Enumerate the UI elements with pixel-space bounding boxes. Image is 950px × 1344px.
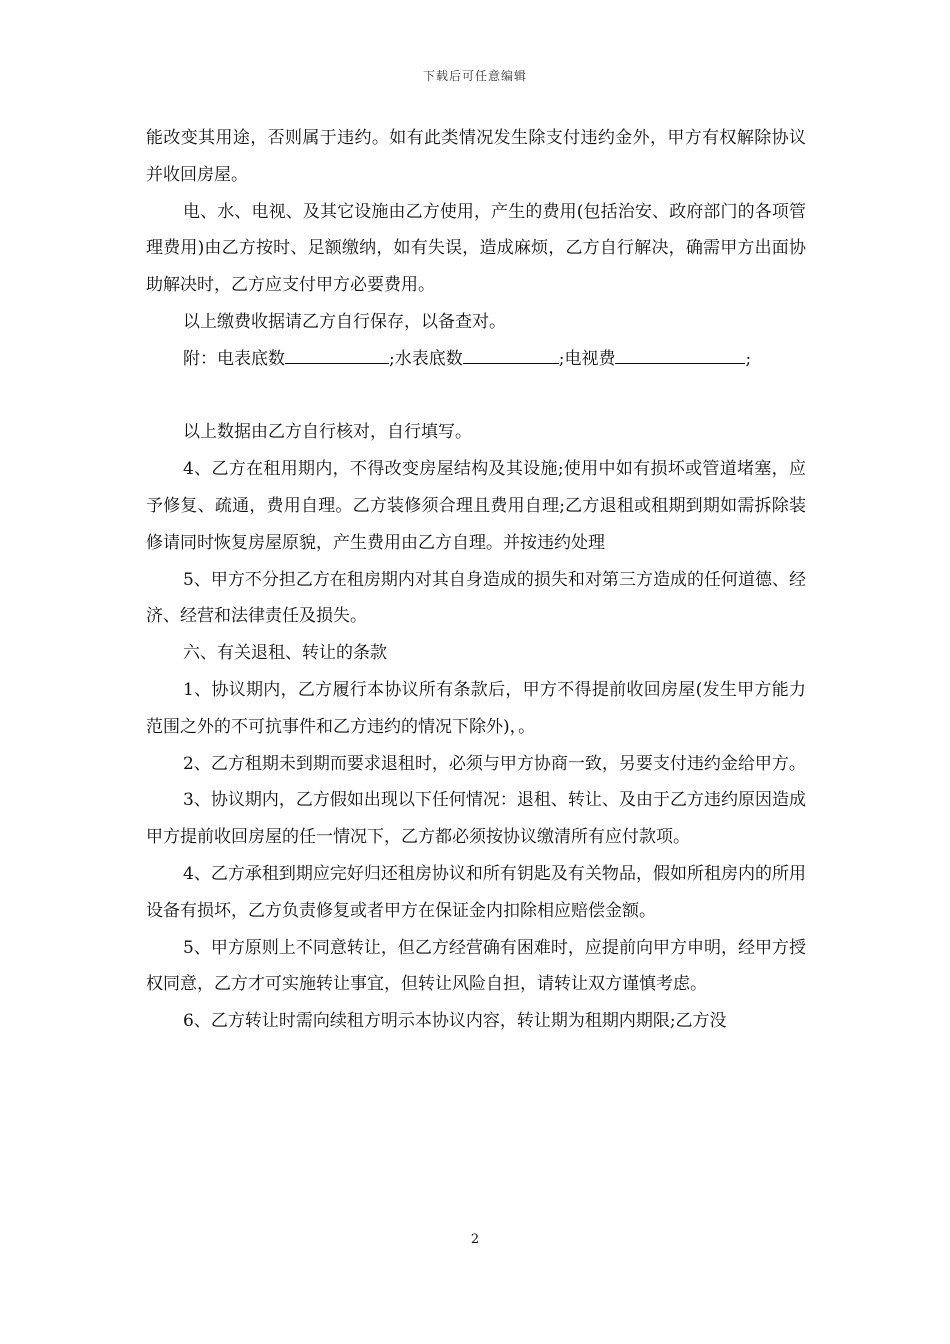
paragraph: 以上缴费收据请乙方自行保存，以备查对。 [183,311,506,332]
document-body [146,120,806,1040]
paragraph: 4、乙方在租用期内，不得改变房屋结构及其设施;使用中如有损坏或管道堵塞，应予修复、疏通，费用自理。乙方装修须合理且费用自理;乙方退租或租期到期如需拆除装修请同时恢复房屋原貌，产生费用由乙方自理。并按违约处理 [146,459,806,553]
paragraph: 6、乙方转让时需向续租方明示本协议内容，转让期为租期内期限;乙方没 [183,1011,727,1032]
paragraph: 以上数据由乙方自行核对，自行填写。 [183,422,472,443]
paragraph: 5、甲方原则上不同意转让，但乙方经营确有困难时，应提前向甲方申明，经甲方授权同意，乙方才可实施转让事宜，但转让风险自担，请转让双方谨慎考虑。 [146,937,806,995]
electric-meter-blank[interactable] [285,349,389,364]
paragraph: 电、水、电视、及其它设施由乙方使用，产生的费用(包括治安、政府部门的各项管理费用)由乙方按时、足额缴纳，如有失误，造成麻烦，乙方自行解决，确需甲方出面协助解决时，乙方应支付甲方必要费用。 [146,201,806,296]
tv-fee-label: ;电视费 [558,348,616,369]
paragraph: 2、乙方租期未到期而要求退租时，必须与甲方协商一致，另要支付违约金给甲方。 [183,753,806,774]
paragraph: 能改变其用途，否则属于违约。如有此类情况发生除支付违约金外，甲方有权解除协议并收回房屋。 [146,128,806,185]
paragraph: 1、协议期内，乙方履行本协议所有条款后，甲方不得提前收回房屋(发生甲方能力范围之外的不可抗事件和乙方违约的情况下除外)，。 [146,679,806,737]
blank-line [146,378,806,415]
section-heading: 六、有关退租、转让的条款 [183,643,387,664]
water-meter-label: ;水表底数 [389,348,463,369]
water-meter-blank[interactable] [463,349,559,364]
meter-prefix: 附：电表底数 [183,348,285,369]
paragraph: 4、乙方承租到期应完好归还租房协议和所有钥匙及有关物品，假如所租房内的所用设备有损坏，乙方负责修复或者甲方在保证金内扣除相应赔偿金额。 [146,863,806,921]
meter-reading-line [146,341,806,378]
paragraph: 3、协议期内，乙方假如出现以下任何情况：退租、转让、及由于乙方违约原因造成甲方提前收回房屋的任一情况下，乙方都必须按协议缴清所有应付款项。 [146,790,806,848]
paragraph: 5、甲方不分担乙方在租房期内对其自身造成的损失和对第三方造成的任何道德、经济、经营和法律责任及损失。 [146,569,806,627]
page-number: 2 [470,1232,480,1247]
meter-line-end: ; [745,348,752,369]
tv-fee-blank[interactable] [615,349,745,364]
page-header: 下载后可任意编辑 [422,69,527,83]
